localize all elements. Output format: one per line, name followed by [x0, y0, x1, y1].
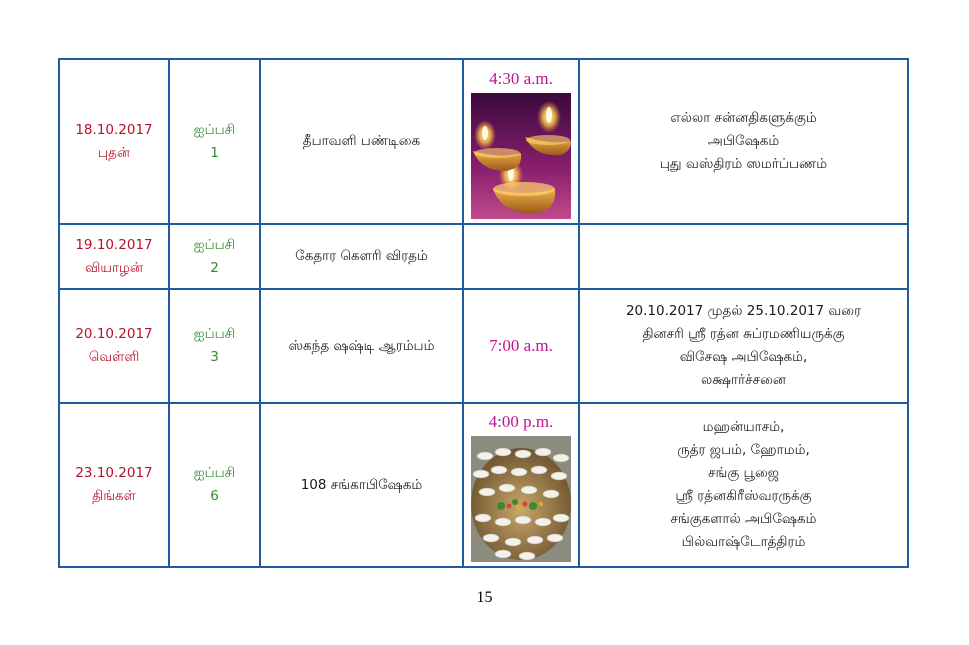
day-text: புதன் — [98, 144, 130, 161]
notes-line: லக்ஷார்ச்சனை — [701, 372, 786, 388]
tamil-month-text: ஐப்பசி — [193, 326, 236, 342]
tamil-date-cell — [169, 59, 260, 224]
tamil-date-cell — [169, 224, 260, 289]
conch-shells-photo — [471, 436, 571, 562]
time-text: 7:00 a.m. — [489, 336, 553, 355]
table-row — [59, 224, 908, 289]
date-text: 19.10.2017 — [75, 236, 153, 253]
time-cell — [463, 289, 579, 403]
notes-line: சங்குகளால் அபிஷேகம் — [670, 511, 817, 527]
notes-line: 20.10.2017 முதல் 25.10.2017 வரை — [625, 303, 862, 319]
festival-schedule-table — [58, 58, 909, 568]
table-row — [59, 59, 908, 224]
event-text: தீபாவளி பண்டிகை — [302, 133, 421, 149]
event-text: கேதார கௌரி விரதம் — [295, 248, 428, 264]
time-cell — [463, 403, 579, 567]
tamil-day-text: 6 — [210, 488, 219, 504]
tamil-day-text: 2 — [210, 259, 219, 276]
notes-cell — [579, 224, 908, 289]
date-cell — [59, 224, 169, 289]
date-cell — [59, 403, 169, 567]
date-text: 20.10.2017 — [75, 326, 153, 342]
notes-cell — [579, 289, 908, 403]
event-cell — [260, 59, 463, 224]
event-cell — [260, 289, 463, 403]
tamil-day-text: 3 — [210, 349, 219, 365]
tamil-month-text: ஐப்பசி — [193, 121, 236, 138]
notes-cell — [579, 59, 908, 224]
event-text: ஸ்கந்த ஷஷ்டி ஆரம்பம் — [288, 337, 435, 354]
notes-line: அபிஷேகம் — [707, 133, 780, 149]
day-text: திங்கள் — [92, 488, 136, 504]
event-cell — [260, 224, 463, 289]
notes-cell — [579, 403, 908, 567]
notes-line: எல்லா சன்னதிகளுக்கும் — [670, 110, 817, 126]
date-cell — [59, 59, 169, 224]
time-cell — [463, 59, 579, 224]
day-text: வியாழன் — [85, 259, 143, 276]
time-cell — [463, 224, 579, 289]
event-text: 108 சங்காபிஷேகம் — [300, 476, 423, 493]
tamil-day-text: 1 — [210, 144, 219, 161]
event-cell — [260, 403, 463, 567]
table-row — [59, 403, 908, 567]
notes-line: சங்கு பூஜை — [708, 465, 779, 481]
table-row — [59, 289, 908, 403]
notes-line: புது வஸ்திரம் ஸமர்ப்பணம் — [659, 156, 828, 172]
date-text: 23.10.2017 — [75, 465, 153, 481]
notes-line: பில்வாஷ்டோத்திரம் — [681, 534, 806, 550]
notes-line: ஸ்ரீ ரத்னகிரீஸ்வரருக்கு — [675, 488, 812, 504]
notes-line: மஹன்யாசம், — [702, 419, 785, 435]
time-text: 4:00 p.m. — [488, 412, 554, 431]
tamil-month-text: ஐப்பசி — [193, 465, 236, 481]
tamil-month-text: ஐப்பசி — [193, 236, 236, 253]
page-number: 15 — [476, 589, 493, 606]
notes-line: விசேஷ அபிஷேகம், — [679, 349, 808, 365]
date-text: 18.10.2017 — [75, 121, 153, 138]
day-text: வெள்ளி — [88, 349, 140, 365]
tamil-date-cell — [169, 289, 260, 403]
tamil-date-cell — [169, 403, 260, 567]
date-cell — [59, 289, 169, 403]
oil-lamps-photo — [471, 93, 571, 219]
time-text: 4:30 a.m. — [489, 68, 553, 88]
notes-line: ருத்ர ஜபம், ஹோமம், — [677, 442, 810, 458]
notes-line: தினசரி ஸ்ரீ ரத்ன சுப்ரமணியருக்கு — [642, 326, 845, 342]
